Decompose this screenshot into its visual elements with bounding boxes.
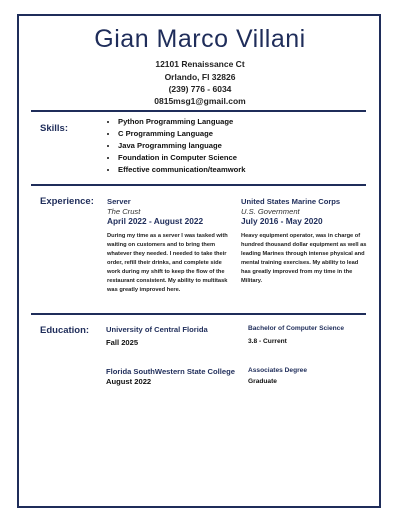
- skill-item: • Foundation in Computer Science: [118, 152, 245, 164]
- divider: [31, 184, 366, 186]
- degree-name: Associates Degree: [248, 367, 308, 374]
- experience-heading: Experience:: [40, 196, 94, 207]
- school-dates: August 2022: [106, 377, 152, 386]
- job-dates: April 2022 - August 2022: [107, 216, 204, 226]
- degree-status: 3.8 - Current: [248, 338, 287, 345]
- job-description: During my time as a server I was tasked with waiting on customers and to bring them whatever they needed. I needed to take their order, refill their drinks, and complete side work during my shift to keep the flow of the restaurant consistent. My ability to multitask was greatly improved here.: [107, 233, 228, 293]
- contact-phone: (239) 776 - 6034: [168, 84, 232, 94]
- job-org: U.S. Government: [241, 207, 300, 216]
- candidate-name: Gian Marco Villani: [94, 25, 306, 53]
- contact-city: Orlando, Fl 32826: [164, 72, 236, 82]
- skill-item: • Effective communication/teamwork: [118, 164, 245, 176]
- job-description: Heavy equipment operator, was in charge of hundred thousand dollar equipment as well as leading Marines through intense physical and mental training exercises. My ability to lead has greatly improved from my time in the Military.: [241, 233, 367, 284]
- skill-item: • C Programming Language: [118, 128, 245, 140]
- divider: [31, 110, 366, 112]
- degree-name: Bachelor of Computer Science: [248, 325, 344, 332]
- divider: [31, 313, 366, 315]
- education-heading: Education:: [40, 325, 90, 336]
- school-dates: Fall 2025: [106, 338, 139, 347]
- degree-status: Graduate: [248, 378, 277, 385]
- job-role: United States Marine Corps: [241, 197, 341, 206]
- skill-item: • Java Programming language: [118, 140, 245, 152]
- skills-heading: Skills:: [40, 123, 68, 134]
- job-org: The Crust: [107, 207, 141, 216]
- contact-email: 0815msg1@gmail.com: [154, 96, 246, 106]
- school-name: Florida SouthWestern State College: [106, 367, 235, 376]
- skill-item: • Python Programming Language: [118, 116, 245, 128]
- skills-list: [104, 116, 245, 176]
- job-dates: July 2016 - May 2020: [241, 216, 323, 226]
- contact-address: 12101 Renaissance Ct: [155, 59, 245, 69]
- school-name: University of Central Florida: [106, 325, 208, 334]
- job-role: Server: [107, 197, 131, 206]
